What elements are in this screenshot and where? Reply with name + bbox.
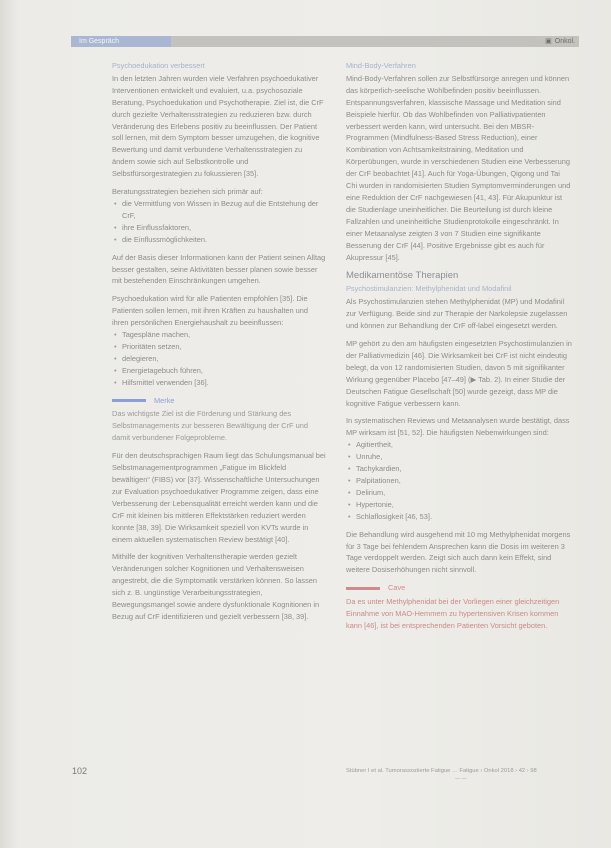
footer-sub: — — — [455, 776, 467, 782]
right-column — [346, 60, 572, 638]
page-number: 102 — [72, 766, 88, 776]
cave-title: Cave — [388, 583, 406, 593]
merke-marker — [112, 399, 146, 402]
list-item: • Tachykardien, — [346, 463, 572, 475]
left-column — [112, 60, 326, 629]
paragraph: Auf der Basis dieser Informationen kann der Patient seinen Alltag besser gestalten, seine Aktivitäten besser planen sowie besser mit bestehenden Einschränkungen umgehen. — [112, 252, 326, 286]
book-icon: ▣ — [545, 38, 552, 45]
list-item: • die Vermittlung von Wissen in Bezug auf die Entstehung der CrF, — [112, 198, 326, 222]
cave-text: Da es unter Methylphenidat bei der Vorliegen einer gleichzeitigen Einnahme von MAO-Hemmern zu hypertensiven Krisen kommen kann [46], ist bei entsprechenden Patienten Vorsicht geboten. — [346, 597, 560, 630]
list-item: • delegieren, — [112, 353, 326, 365]
cave-marker — [346, 587, 380, 590]
paragraph: MP gehört zu den am häufigsten eingesetzten Psychostimulanzien in der Palliativmedizin [46]. Die Wirksamkeit bei CrF ist nicht eindeutig belegt, da von 12 randomisierten Studien, davon 5 mit signifikanter Wirkung gegenüber Placebo [47–49] (▶ Tab. 2). In einer Studie der Deutschen Fatigue Gesellschaft [50] wurde gezeigt, dass MP die kognitive Fatigue verbessern kann. — [346, 339, 572, 408]
paragraph: Psychoedukation wird für alle Patienten empfohlen [35]. Die Patienten sollen lernen, mit ihren Kräften zu haushalten und ihren persönlichen Energiehaushalt zu beeinflussen: — [112, 294, 308, 328]
merke-title: Merke — [154, 395, 175, 405]
subheading: Psychoedukation verbessert — [112, 61, 205, 70]
list-item: • Energietagebuch führen, — [112, 365, 326, 377]
journal-label-text: Onkol. — [554, 38, 575, 45]
journal-label — [545, 36, 575, 47]
list-item: • Delirium, — [346, 487, 572, 499]
paragraph: Mind-Body-Verfahren sollen zur Selbstfürsorge anregen und können das körperlich-seelische Wohlbefinden positiv beeinflussen. Entspannungsverfahren, klassische Massage und Meditation sind Beispiele hierfür. Ob das Wohlbefinden von Palliativpatienten verbessert werden kann, wird untersucht. Bei den MBSR-Programmen (Mindfulness-Based Stress Reduction), einer Kombination von Achtsamkeitstraining, Meditation und Körperübungen, wurde in verschiedenen Studien eine Verbesserung der CrF beobachtet [41]. Auch für Yoga-Übungen, Qigong und Tai Chi wurden in randomisierten Studien Symptomverminderungen und eine Reduktion der CrF nachgewiesen [41, 43]. Für Akupunktur ist die Studienlage uneinheitlicher. Die Beurteilung ist durch kleine Fallzahlen und uneinheitliche Studienprotokolle eingeschränkt. In einer Metaanalyse zeigten 3 von 7 Studien eine signifikante Besserung der CrF [44]. Positive Ergebnisse gibt es auch für Akupressur [45]. — [346, 73, 571, 262]
list-item: • Prioritäten setzen, — [112, 341, 326, 353]
subheading: Mind-Body-Verfahren — [346, 61, 416, 70]
list-item: • Hilfsmittel verwenden [36]. — [112, 377, 326, 389]
paragraph: Mithilfe der kognitiven Verhaltenstherapie werden gezielt Veränderungen solcher Kognitionen und Verhaltensweisen angestrebt, die die Symptomatik verstärken können. So lassen sich z. B. ungünstige Verarbeitungsstrategien, Bewegungsmangel sowie andere dysfunktionale Kognitionen in Bezug auf CrF identifizieren und gezielt verbessern [38, 39]. — [112, 552, 320, 621]
list-item: • Schlaflosigkeit [46, 53]. — [346, 511, 572, 523]
list-item: • Tagespläne machen, — [112, 329, 326, 341]
list-item: • die Einflussmöglichkeiten. — [112, 234, 326, 246]
list-item: • Palpitationen, — [346, 475, 572, 487]
list-item: • ihre Einflussfaktoren, — [112, 222, 326, 234]
list-item: • Hypertonie, — [346, 499, 572, 511]
bullet-list — [112, 198, 326, 246]
list-item: • Unruhe, — [346, 451, 572, 463]
merke-box-header — [112, 395, 326, 407]
paragraph: In den letzten Jahren wurden viele Verfahren psychoedukativer Interventionen entwickelt und evaluiert, u.a. psychosoziale Beratung, Psychoedukation und Psychotherapie. Ziel ist, die CrF durch gezielte Verhaltensstrategien zu reduzieren bzw. durch Veränderung des Erlebens positiv zu beeinflussen. Der Patient soll lernen, mit dem Symptom besser umzugehen, die kognitive Bewertung und damit verbundene Verhaltensstrategien zu ändern sowie sich auf Selbstkontrolle und Selbstfürsorgestrategien zu fokussieren [35]. — [112, 73, 324, 179]
footer-citation: Stübner I et al. Tumorassoziierte Fatigue … Fatigue › Onkol 2018 › 42 › 98 — [346, 768, 537, 774]
section-heading: Medikamentöse Therapien — [346, 270, 459, 282]
list-item: • Agitiertheit, — [346, 439, 572, 451]
bullet-list — [346, 439, 572, 522]
cave-box-header — [346, 582, 572, 594]
paragraph: Für den deutschsprachigen Raum liegt das Schulungsmanual bei Selbstmanagementprogrammen „Fatigue im Blickfeld bewältigen“ (FIBS) vor [37]. Wissenschaftliche Untersuchungen zur Evaluation psychoedukativer Programme zeigen, dass eine Verbesserung der Lebensqualität erreicht werden kann und die CrF mit kleinen bis mittleren Effektstärken reduziert werden konnte [38, 39]. Die Wirksamkeit speziell von KVTs wurde in einem aktuellen systematischen Review bestätigt [40]. — [112, 451, 326, 544]
subheading: Psychostimulanzien: Methylphenidat und Modafinil — [346, 284, 512, 294]
paragraph: Beratungsstrategien beziehen sich primär auf: — [112, 187, 263, 197]
section-tab: Im Gespräch — [71, 36, 171, 47]
bullet-list — [112, 329, 326, 389]
paragraph: In systematischen Reviews und Metaanalysen wurde bestätigt, dass MP wirksam ist [51, 52]. Die häufigsten Nebenwirkungen sind: — [346, 416, 570, 438]
paragraph: Als Psychostimulanzien stehen Methylphenidat (MP) und Modafinil zur Verfügung. Beide sind zur Therapie der Narkolepsie zugelassen und können zur Behandlung der CrF off-label eingesetzt werden. — [346, 297, 568, 331]
paragraph: Die Behandlung wird ausgehend mit 10 mg Methylphenidat morgens für 3 Tage bei fehlendem Ansprechen kann die Dosis im weiteren 3 Tage verdoppelt werden. Zeigt sich auch dann kein Effekt, sind weitere Dosiserhöhungen nicht sinnvoll. — [346, 529, 571, 575]
merke-text: Das wichtigste Ziel ist die Förderung und Stärkung des Selbstmanagements zur besseren Bewältigung der CrF und damit verbundener Folgeprobleme. — [112, 409, 308, 443]
